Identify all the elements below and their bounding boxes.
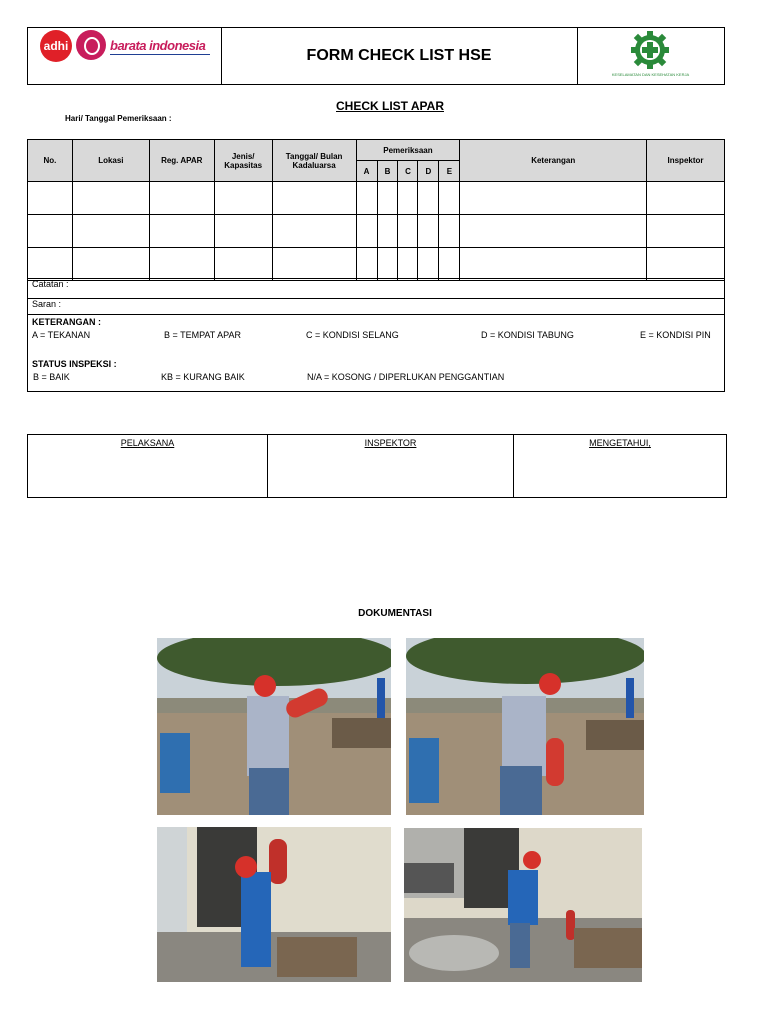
table-row xyxy=(28,215,725,248)
cell-tanggal[interactable] xyxy=(272,248,356,281)
header-lokasi: Lokasi xyxy=(72,140,149,182)
cell-e[interactable] xyxy=(439,182,460,215)
date-label: Hari/ Tanggal Pemeriksaan : xyxy=(65,114,172,123)
photo-inspection-2 xyxy=(406,638,644,815)
sig-mengetahui-label: MENGETAHUI, xyxy=(589,438,651,448)
header-c: C xyxy=(398,161,418,182)
legend-b: B = TEMPAT APAR xyxy=(164,330,241,340)
cell-c[interactable] xyxy=(398,248,418,281)
header-no: No. xyxy=(28,140,73,182)
status-kurang-baik: KB = KURANG BAIK xyxy=(161,372,245,382)
sig-inspektor-label: INSPEKTOR xyxy=(364,438,417,448)
header-keterangan: Keterangan xyxy=(460,140,647,182)
cell-inspektor[interactable] xyxy=(647,215,725,248)
cell-c[interactable] xyxy=(398,215,418,248)
header-e: E xyxy=(439,161,460,182)
checklist-title: CHECK LIST APAR xyxy=(336,99,444,113)
cell-no[interactable] xyxy=(28,248,73,281)
cell-a[interactable] xyxy=(356,248,377,281)
barata-logo-text: barata indonesia xyxy=(110,38,206,53)
legend-block xyxy=(28,315,724,391)
cell-jenis[interactable] xyxy=(214,248,272,281)
cell-inspektor[interactable] xyxy=(647,248,725,281)
sig-pelaksana-label: PELAKSANA xyxy=(120,438,175,448)
cell-keterangan[interactable] xyxy=(460,215,647,248)
status-title: STATUS INSPEKSI : xyxy=(32,359,117,369)
cell-e[interactable] xyxy=(439,248,460,281)
notes-section xyxy=(27,278,725,392)
legend-a: A = TEKANAN xyxy=(32,330,91,340)
sig-inspektor[interactable] xyxy=(268,435,514,497)
k3-caption: KESELAMATAN DAN KESEHATAN KERJA xyxy=(611,72,690,77)
k3-gear-icon xyxy=(627,29,673,71)
keterangan-title: KETERANGAN : xyxy=(32,317,101,327)
cell-a[interactable] xyxy=(356,182,377,215)
cell-lokasi[interactable] xyxy=(72,182,149,215)
cell-tanggal[interactable] xyxy=(272,215,356,248)
cell-jenis[interactable] xyxy=(214,182,272,215)
saran-label: Saran : xyxy=(32,299,62,309)
cell-b[interactable] xyxy=(377,215,398,248)
legend-e: E = KONDISI PIN xyxy=(640,330,711,340)
catatan-row[interactable] xyxy=(28,279,724,299)
cell-c[interactable] xyxy=(398,182,418,215)
form-header xyxy=(27,27,725,85)
cell-reg[interactable] xyxy=(149,248,214,281)
k3-logo xyxy=(577,28,724,84)
cell-keterangan[interactable] xyxy=(460,248,647,281)
cell-b[interactable] xyxy=(377,248,398,281)
cell-lokasi[interactable] xyxy=(72,248,149,281)
photo-inspection-4 xyxy=(404,828,642,982)
barata-underline xyxy=(110,54,210,55)
sig-mengetahui[interactable] xyxy=(514,435,726,497)
cell-no[interactable] xyxy=(28,215,73,248)
legend-d: D = KONDISI TABUNG xyxy=(481,330,574,340)
cell-no[interactable] xyxy=(28,182,73,215)
cell-reg[interactable] xyxy=(149,215,214,248)
cell-keterangan[interactable] xyxy=(460,182,647,215)
barata-logo-icon xyxy=(76,30,106,60)
header-tanggal: Tanggal/ Bulan Kadaluarsa xyxy=(272,140,356,182)
header-d: D xyxy=(418,161,439,182)
table-row xyxy=(28,248,725,281)
adhi-logo: adhi xyxy=(40,30,72,62)
checklist-table xyxy=(27,139,725,281)
catatan-label: Catatan : xyxy=(32,279,69,289)
photo-inspection-3 xyxy=(157,827,391,982)
signature-table xyxy=(27,434,727,498)
cell-lokasi[interactable] xyxy=(72,215,149,248)
cell-d[interactable] xyxy=(418,248,439,281)
dokumentasi-title: DOKUMENTASI xyxy=(358,608,432,619)
cell-reg[interactable] xyxy=(149,182,214,215)
cell-b[interactable] xyxy=(377,182,398,215)
legend-c: C = KONDISI SELANG xyxy=(306,330,399,340)
header-b: B xyxy=(377,161,398,182)
header-a: A xyxy=(356,161,377,182)
header-jenis: Jenis/ Kapasitas xyxy=(214,140,272,182)
cell-e[interactable] xyxy=(439,215,460,248)
status-baik: B = BAIK xyxy=(33,372,70,382)
header-pemeriksaan: Pemeriksaan xyxy=(356,140,460,161)
form-title: FORM CHECK LIST HSE xyxy=(221,28,578,84)
saran-row[interactable] xyxy=(28,299,724,315)
cell-jenis[interactable] xyxy=(214,215,272,248)
cell-inspektor[interactable] xyxy=(647,182,725,215)
cell-a[interactable] xyxy=(356,215,377,248)
table-row xyxy=(28,182,725,215)
cell-d[interactable] xyxy=(418,215,439,248)
company-logos xyxy=(28,28,222,84)
cell-d[interactable] xyxy=(418,182,439,215)
header-inspektor: Inspektor xyxy=(647,140,725,182)
sig-pelaksana[interactable] xyxy=(28,435,268,497)
cell-tanggal[interactable] xyxy=(272,182,356,215)
header-reg-apar: Reg. APAR xyxy=(149,140,214,182)
photo-inspection-1 xyxy=(157,638,391,815)
status-na: N/A = KOSONG / DIPERLUKAN PENGGANTIAN xyxy=(307,372,505,382)
